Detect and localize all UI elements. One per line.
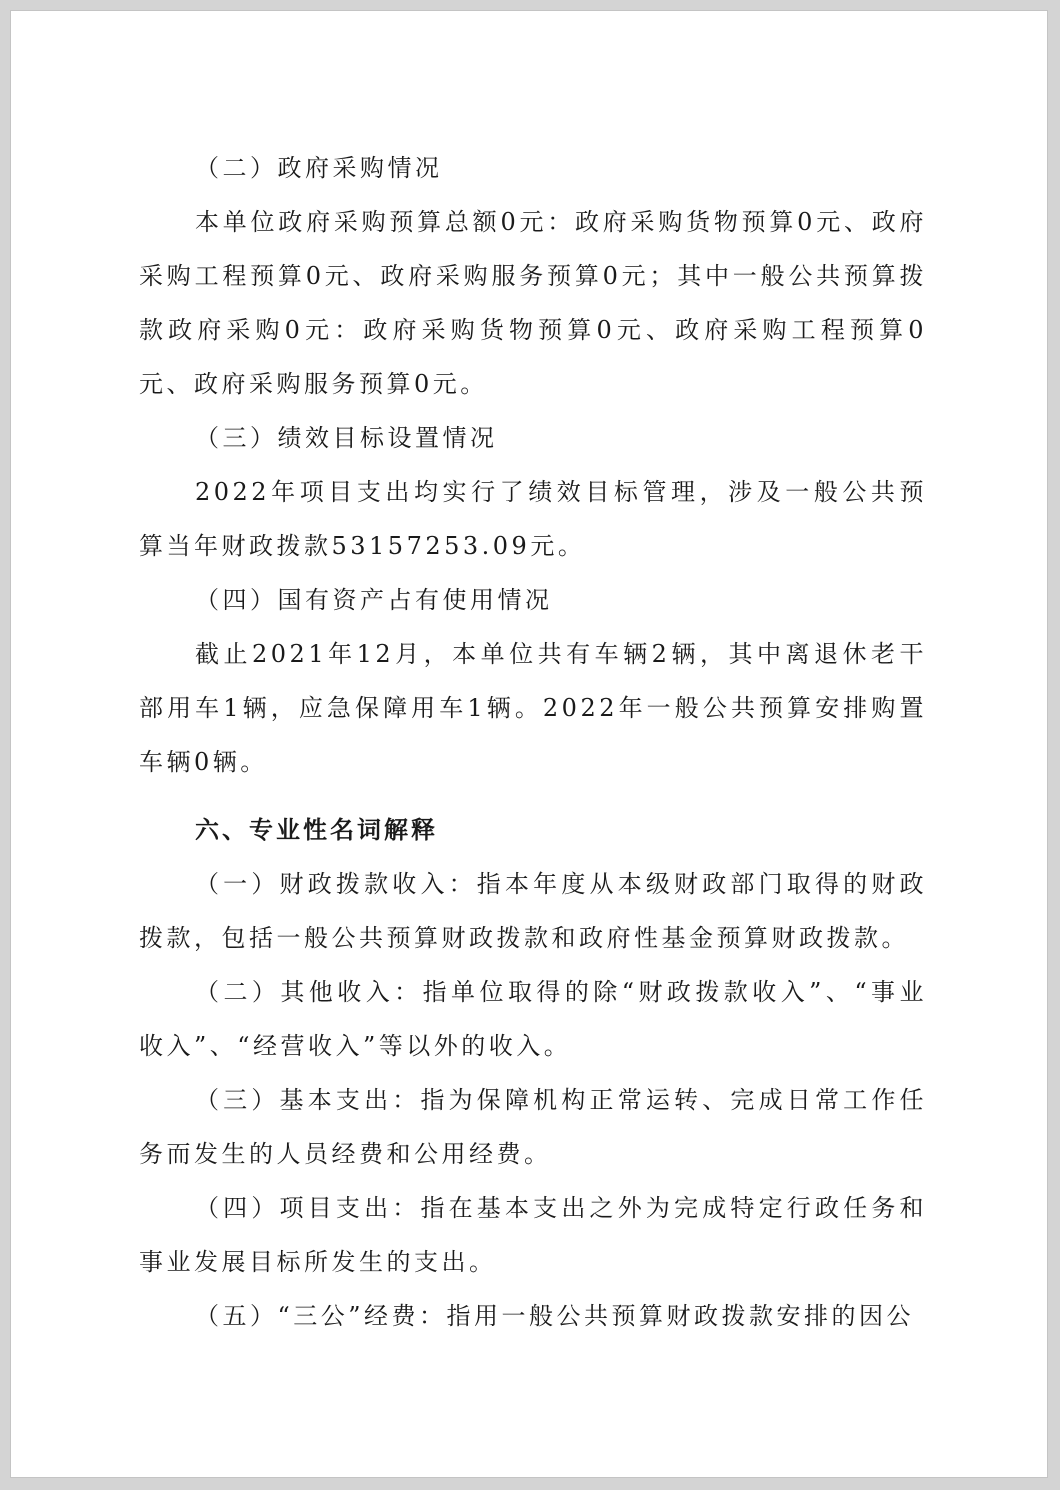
document-body bbox=[139, 141, 927, 1343]
paragraph-term-three-public: （五）“三公”经费：指用一般公共预算财政拨款安排的因公 bbox=[195, 1302, 915, 1330]
paragraph-term-fiscal-income: （一）财政拨款收入：指本年度从本级财政部门取得的财政拨款，包括一般公共预算财政拨款和政府性基金预算财政拨款。 bbox=[139, 870, 927, 952]
paragraph-procurement: 本单位政府采购预算总额0元：政府采购货物预算0元、政府采购工程预算0元、政府采购服务预算0元；其中一般公共预算拨款政府采购0元：政府采购货物预算0元、政府采购工程预算0元、政府采购服务预算0元。 bbox=[139, 208, 927, 398]
paragraph-term-other-income: （二）其他收入：指单位取得的除“财政拨款收入”、“事业收入”、“经营收入”等以外的收入。 bbox=[139, 978, 927, 1060]
subheading-procurement: （二）政府采购情况 bbox=[195, 154, 443, 182]
document-page bbox=[10, 10, 1048, 1478]
paragraph-term-project-expenditure: （四）项目支出：指在基本支出之外为完成特定行政任务和事业发展目标所发生的支出。 bbox=[139, 1194, 927, 1276]
subheading-assets: （四）国有资产占有使用情况 bbox=[195, 586, 553, 614]
paragraph-performance: 2022年项目支出均实行了绩效目标管理，涉及一般公共预算当年财政拨款53157253.09元。 bbox=[139, 478, 927, 560]
subheading-performance: （三）绩效目标设置情况 bbox=[195, 424, 498, 452]
section-heading-terms: 六、专业性名词解释 bbox=[195, 816, 438, 844]
paragraph-assets: 截止2021年12月，本单位共有车辆2辆，其中离退休老干部用车1辆，应急保障用车1辆。2022年一般公共预算安排购置车辆0辆。 bbox=[139, 640, 927, 776]
paragraph-term-basic-expenditure: （三）基本支出：指为保障机构正常运转、完成日常工作任务而发生的人员经费和公用经费。 bbox=[139, 1086, 927, 1168]
